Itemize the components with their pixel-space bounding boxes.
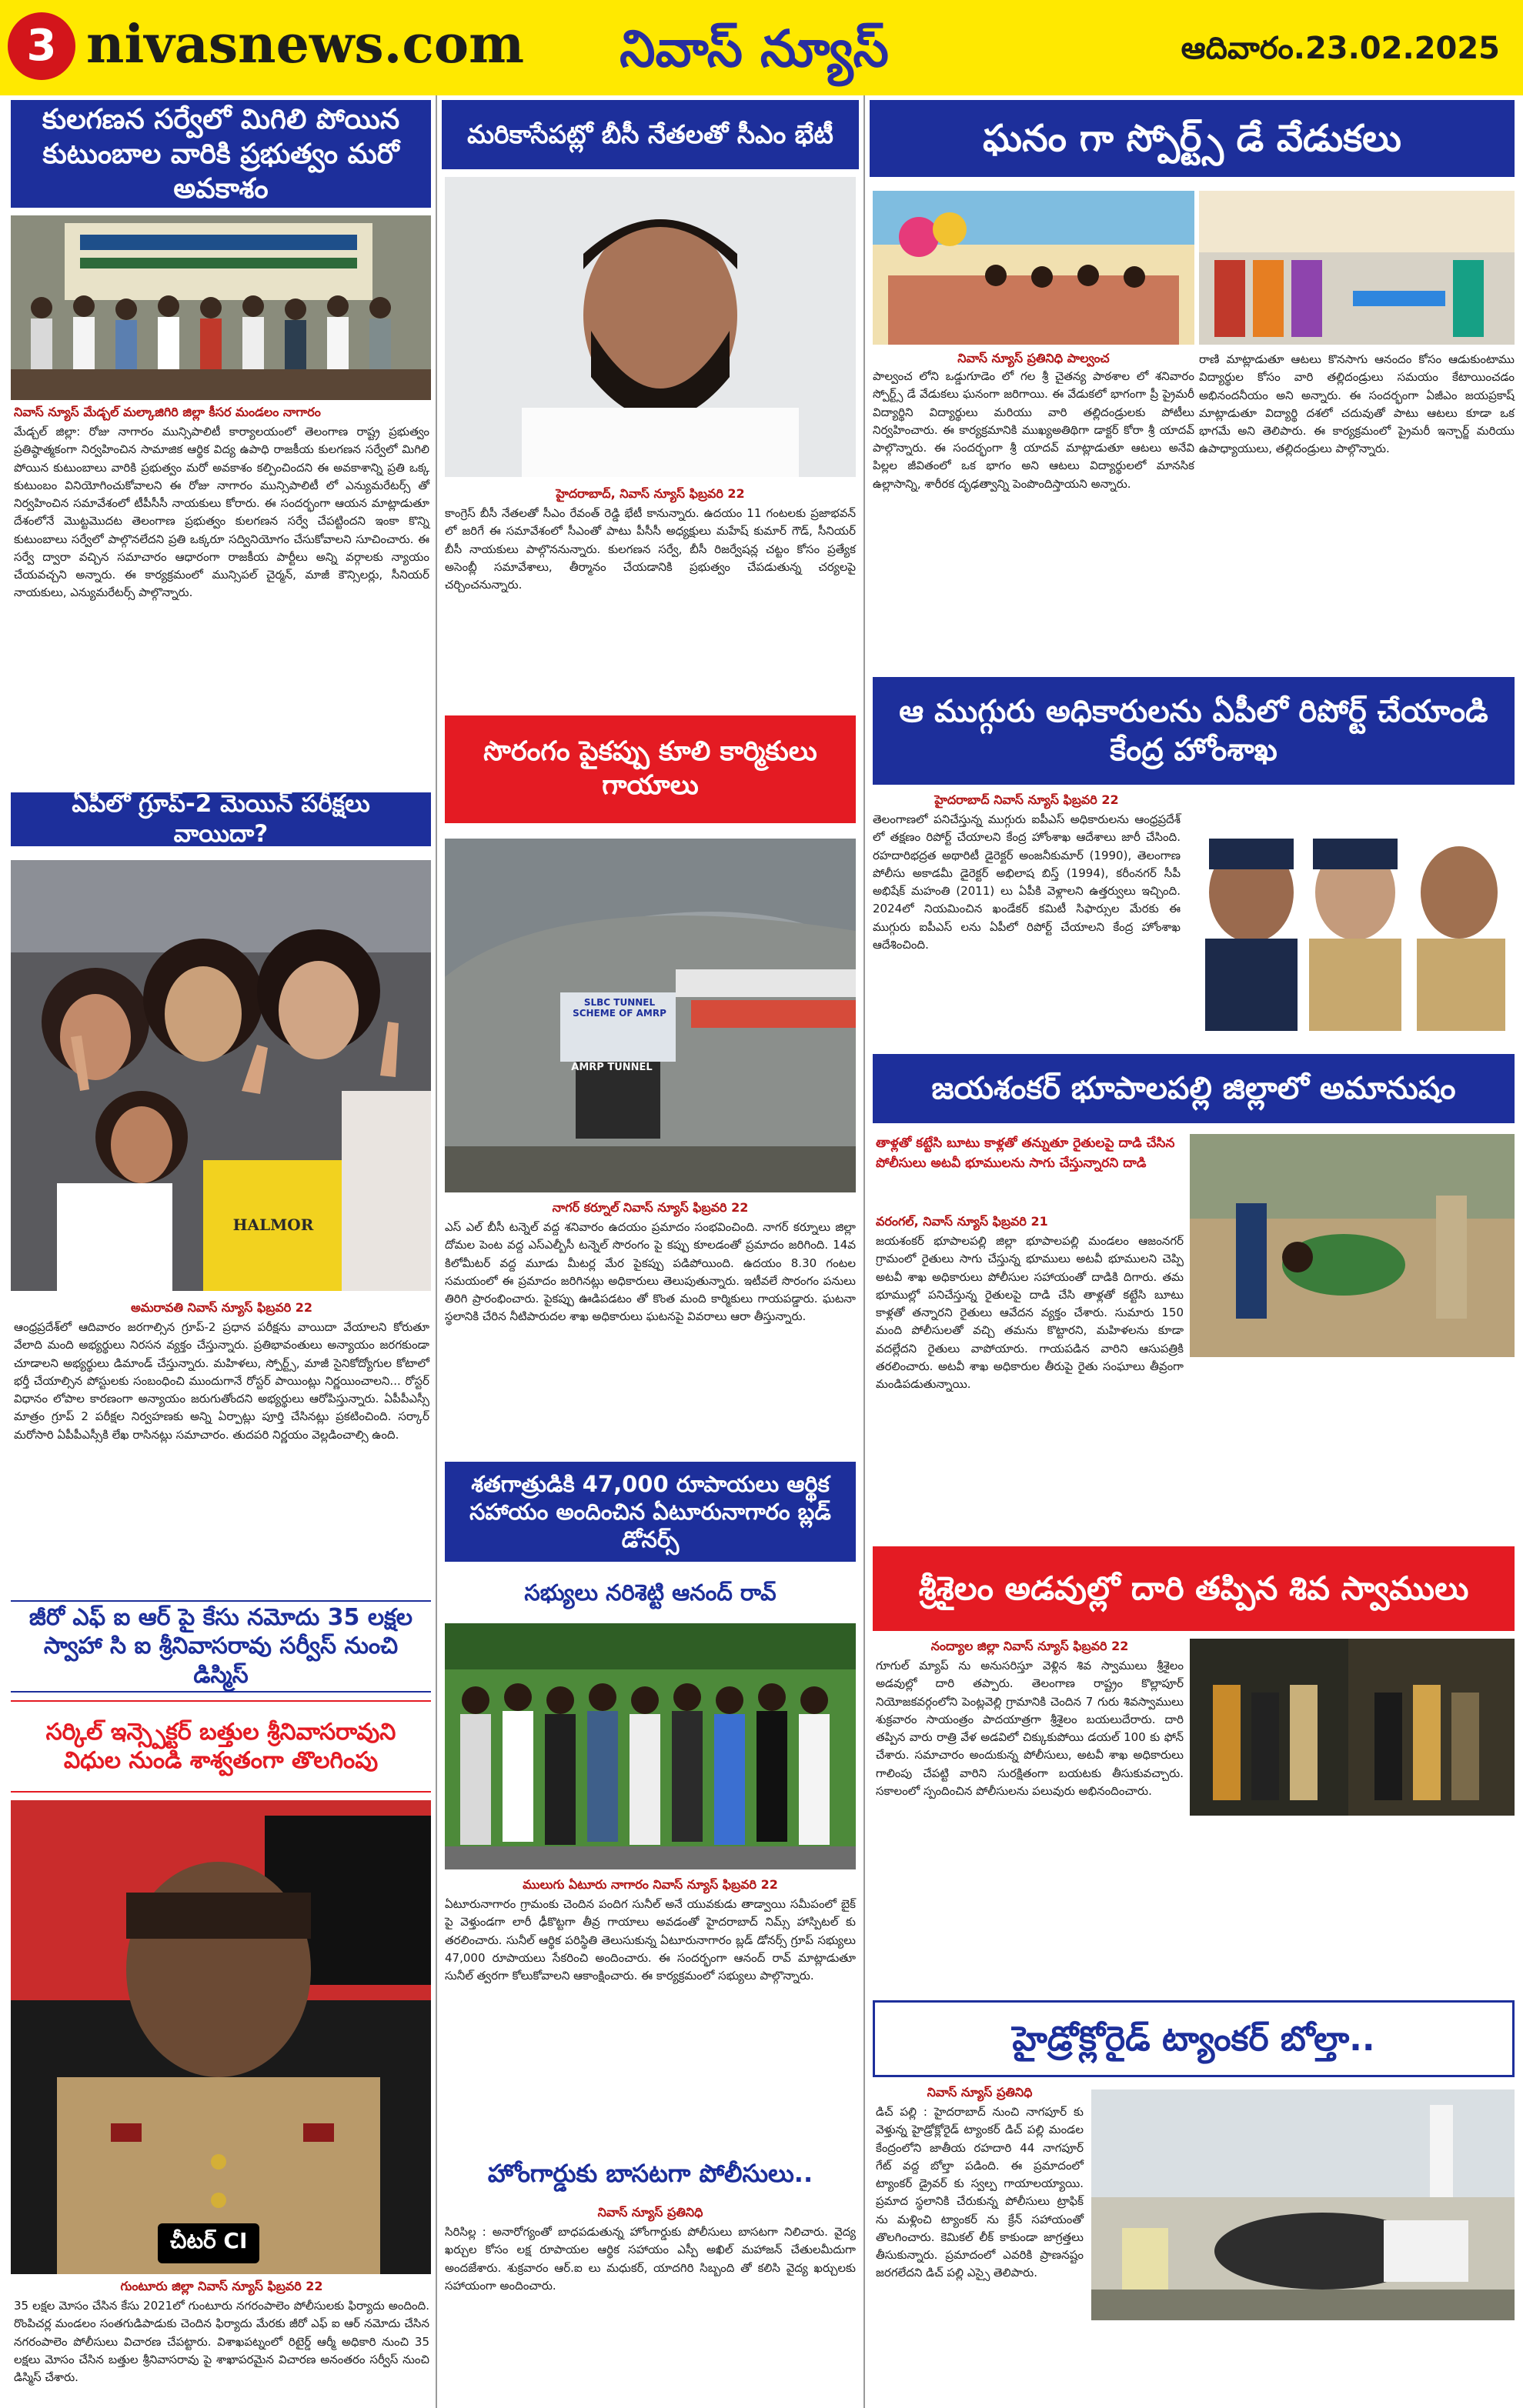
tunnel-label-text: AMRP TUNNEL — [571, 1062, 653, 1073]
site-url[interactable]: nivasnews.com — [86, 14, 525, 75]
headline-caste-survey: కులగణన సర్వేలో మిగిలి పోయిన కుటుంబాల వారికి ప్రభుత్వం మరో అవకాశం — [11, 100, 431, 208]
article-body-continued — [876, 1366, 1515, 1474]
photo-students-victory — [11, 860, 431, 1291]
headline-ips-officers-ap: ఆ ముగ్గురు అధికారులను ఏపీలో రిపోర్ట్ చేయాండి కేంద్ర హోంశాఖ — [873, 677, 1515, 785]
photo-blood-donors — [445, 1623, 856, 1869]
headline-tunnel-collapse: సొరంగం పైకప్పు కూలి కార్మికులు గాయాలు — [445, 715, 856, 823]
dateline: హైదరాబాద్ నివాస్ న్యూస్ ఫిబ్రవరి 22 — [934, 792, 1119, 807]
photo-survey-meeting — [11, 215, 431, 400]
dateline: నివాస్ న్యూస్ ప్రతినిధి పాల్వంచ — [957, 351, 1110, 365]
subheadline-member-name: సభ్యులు నరిశెట్టి ఆనంద్ రావ్ — [445, 1569, 856, 1616]
column-divider — [863, 95, 865, 2408]
photo-chief-minister — [445, 177, 856, 477]
dateline: హైదరాబాద్, నివాస్ న్యూస్ ఫిబ్రవరి 22 — [556, 486, 745, 501]
headline-ci-dismissed: జీరో ఎఫ్ ఐ ఆర్ పై కేసు నమోదు 35 లక్షల స్వాహా సి ఐ శ్రీనివాసరావు సర్వీస్ నుంచి డిస్మిస్ — [11, 1600, 431, 1693]
article-body: మేడ్చల్ జిల్లా: రోజు నాగారం మున్సిపాలిటీ కార్యాలయంలో తెలంగాణ రాష్ట్ర ప్రభుత్వం ప్రతిష్ఠాత్మకంగా నిర్వహించిన సామాజిక ఆర్థిక విద్య ఉపాధి రాజకీయ కులగణన సర్వేలో మిగిలి పోయిన కుటుంబాలు వారికి ప్రభుత్వం మరో అవకాశం కల్పించిందని ఈ అవకాశాన్ని ప్రతి ఒక్క కుటుంబం వినియోగించుకోవాలని ఈ రోజు నాగారం మున్సిపాలిటీ లో ఎన్యుమరేటర్స్ తో నిర్వహించిన సమావేశంలో టీపీసీసీ నాయకులు కోరారు. ఈ సందర్భంగా ఆయన మాట్లాడుతూ దేశంలోనే మొట్టమొదట తెలంగాణ ప్రభుత్వం కులగణన సర్వే చేపట్టిందని ఇంకా కొన్ని కుటుంబాలు సర్వేలో పాల్గొనలేదని ప్రతి ఒక్కరూ సద్వినియోగం చేసుకోవాలని సూచించారు. ఈ సర్వే ద్వారా వచ్చిన సమాచారం ఆధారంగా రాజకీయ పార్టీలు అన్ని వర్గాలకు న్యాయం చేయవచ్చని అన్నారు. ఈ కార్యక్రమంలో మున్సిపల్ చైర్మన్, మాజీ కౌన్సిలర్లు, సీనియర్ నాయకులు, ఎన్యుమరేటర్స్ పాల్గొన్నారు. — [14, 425, 429, 600]
article-body: గూగుల్ మ్యాప్ ను అనుసరిస్తూ వెళ్లిన శివ స్వాములు శ్రీశైలం అడవుల్లో దారి తప్పారు. తెలంగాణ రాష్ట్రం కొల్లాపూర్ నియోజకవర్గంలోని పెంట్లవెల్లి గ్రామానికి చెందిన 7 గురు శివస్వాములు శుక్రవారం సాయంత్రం పాదయాత్రగా శ్రీశైలం బయలుదేరారు. దారి తప్పిన వారు రాత్రి వేళ అడవిలో చిక్కుకుపోయి డయల్ 100 కు ఫోన్ చేశారు. సమాచారం అందుకున్న పోలీసులు, అటవీ శాఖ అధికారులు గాలింపు చేపట్టి వారిని సురక్షితంగా బయటకు తీసుకువచ్చారు. సకాలంలో స్పందించిన పోలీసులను పలువురు అభినందించారు. — [876, 1659, 1184, 1798]
masthead — [0, 0, 1523, 95]
headline-group2-exams: ఏపీలో గ్రూప్-2 మెయిన్ పరీక్షలు వాయిదా? — [11, 792, 431, 846]
photo-circle-inspector — [11, 1800, 431, 2274]
headline-homeguard-support: హోంగార్డుకు బాసటగా పోలీసులు.. — [445, 2146, 856, 2200]
headline-blood-donors-aid: శతగాత్రుడికి 47,000 రూపాయలు ఆర్థిక సహాయం అందించిన ఏటూరునాగారం బ్లడ్ డోనర్స్ — [445, 1462, 856, 1562]
article-body: రాణి మాట్లాడుతూ ఆటలు కొనసాగు ఆనందం కోసం ఆడుకుంటాము విద్యార్థుల కోసం వారి తల్లిదండ్రులు సమయం కేటాయించడం అభినందనీయం అని అన్నారు. ఈ సందర్భంగా ఏజీఎం జయప్రకాష్ మాట్లాడుతూ విద్యార్థి దశలో చదువుతో పాటు ఆటలు కూడా ఒక భాగమే అని తెలిపారు. ఈ కార్యక్రమంలో ప్రైమరీ ఇన్చార్జ్ మరియు ఉపాధ్యాయులు, తల్లిదండ్రులు పాల్గొన్నారు. — [1199, 352, 1515, 456]
shirt-print: HALMOR — [232, 1216, 314, 1234]
dateline: వరంగల్, నివాస్ న్యూస్ ఫిబ్రవరి 21 — [876, 1214, 1048, 1229]
paper-date: ఆదివారం.23.02.2025 — [1181, 31, 1500, 66]
headline-srisailam-devotees-lost: శ్రీశైలం అడవుల్లో దారి తప్పిన శివ స్వాములు — [873, 1546, 1515, 1631]
photo-tag: చీటర్ CI — [158, 2223, 259, 2263]
headline-cm-bc-meeting: మరికాసేపట్లో బీసీ నేతలతో సీఎం భేటీ — [442, 100, 859, 169]
column-divider — [436, 95, 437, 2408]
article-body: పాల్వంచ లోని ఒడ్డుగూడెం లో గల శ్రీ చైతన్య పాఠశాల లో శనివారం స్పోర్ట్స్ డే వేడుకలు ఘనంగా జరిగాయి. ఈ వేడుకలో భాగంగా ప్రీ ప్రైమరీ విద్యార్థిని విద్యార్థులు మరియు వారి తల్లిదండ్రులకు పోటీలు నిర్వహించారు. ఈ కార్యక్రమానికి ముఖ్యఅతిథిగా డాక్టర్ కోరా శ్రీ యాదవ్ పాల్గొన్నారు. ఈ సందర్భంగా శ్రీ యాదవ్ మాట్లాడుతూ ఆటలు అనేవి పిల్లల జీవితంలో ఒక భాగం అని ఆటలు విద్యార్థులలో మానసిక ఉల్లాసాన్ని, శారీరక దృఢత్వాన్ని పెంపొందిస్తాయని అన్నారు. — [873, 369, 1194, 491]
photo-farmers-attacked — [1190, 1134, 1515, 1357]
photo-sports-day-1 — [873, 191, 1194, 345]
dateline: గుంటూరు జిల్లా నివాస్ న్యూస్ ఫిబ్రవరి 22 — [120, 2279, 323, 2293]
dateline: ములుగు ఏటూరు నాగారం నివాస్ న్యూస్ ఫిబ్రవరి 22 — [523, 1877, 778, 1892]
article-body: ఎస్ ఎల్ బీసీ టన్నెల్ వద్ద శనివారం ఉదయం ప్రమాదం సంభవించింది. నాగర్ కర్నూలు జిల్లా దోమల పెంట వద్ద ఎస్ఎల్బీసీ టన్నెల్ సొరంగం పై కప్పు కూలడంతో ప్రమాదం జరిగింది. 14వ కిలోమీటర్ వద్ద మూడు మీటర్ల మేర పైకప్పు పడిపోయింది. ఉదయం 8.30 గంటల సమయంలో ఈ ప్రమాదం జరిగినట్లు అధికారులు తెలుపుతున్నారు. ఇటీవలే సొరంగం పనులు తిరిగి ప్రారంభించారు. పైకప్పు ఊడిపడటం తో కొంత మంది కార్మికులు గాయపడ్డారు. ఘటనా స్థలానికి చేరిన నీటిపారుదల శాఖ అధికారులు ఘటనపై వివరాలు ఆరా తీస్తున్నారు. — [445, 1220, 856, 1324]
dateline: నివాస్ న్యూస్ మేడ్చల్ మల్కాజిగిరి జిల్లా కీసర మండలం నాగారం — [14, 405, 321, 419]
photo-ips-officers — [1190, 808, 1515, 1031]
dateline: నివాస్ న్యూస్ ప్రతినిధి — [597, 2205, 703, 2220]
article-body: జయశంకర్ భూపాలపల్లి జిల్లా భూపాలపల్లి మండలం ఆజంనగర్ గ్రామంలో రైతులు సాగు చేస్తున్న భూములు అటవీ భూములని చెప్పి అటవీ శాఖ అధికారులు పోలీసుల సహాయంతో దాడికి దిగారు. తమ భూముల్లో పనిచేస్తున్న రైతులపై దాడి చేసి తాళ్లతో కట్టేసి బూటు కాళ్లతో తన్నారని రైతులు ఆవేదన వ్యక్తం చేశారు. సుమారు 150 మంది పోలీసులతో వచ్చి తమను కొట్టారని, మహిళలను కూడా వదల్లేదని రైతులు వాపోయారు. గాయపడిన వారిని ఆసుపత్రికి తరలించారు. అటవీ శాఖ అధికారుల తీరుపై రైతు సంఘాలు తీవ్రంగా మండిపడుతున్నాయి. — [876, 1234, 1184, 1391]
article-body: ఆంధ్రప్రదేశ్‌లో ఆదివారం జరగాల్సిన గ్రూప్-2 ప్రధాన పరీక్షను వాయిదా వేయాలని కోరుతూ వేలాది మంది అభ్యర్థులు నిరసన వ్యక్తం చేస్తున్నారు. ప్రతిభావంతులు అన్యాయం జరగకుండా చూడాలని అభ్యర్థులు డిమాండ్ చేస్తున్నారు. మహిళలు, స్పోర్ట్స్, మాజీ సైనికోద్యోగుల కోటాలో భర్తీ చేయాల్సిన పోస్టులకు సంబంధించి ముందుగానే రోస్టర్ పాయింట్లు నిర్ణయించాలని... రోస్టర్ విధానం లోపాల కారణంగా అన్యాయం జరుగుతోందని అభ్యర్థులు ఆరోపిస్తున్నారు. ఏపీపీఎస్సీ మాత్రం గ్రూప్ 2 పరీక్షల నిర్వహణకు అన్ని ఏర్పాట్లు పూర్తి చేసినట్లు ప్రకటించింది. సర్కార్ మరోసారి ఏపీపీఎస్సీకి లేఖ రాసినట్లు సమాచారం. తుదపరి నిర్ణయం వెల్లడించాల్సి ఉంది. — [14, 1320, 429, 1442]
headline-tanker-overturn: హైడ్రోక్లోరైడ్ ట్యాంకర్ బోల్తా.. — [873, 2000, 1515, 2077]
dateline: నివాస్ న్యూస్ ప్రతినిధి — [927, 2085, 1033, 2099]
subheadline-ci-removed: సర్కిల్ ఇన్స్పెక్టర్ బత్తుల శ్రీనివాసరావుని విధుల నుండి శాశ్వతంగా తొలగింపు — [11, 1700, 431, 1793]
photo-sports-day-2 — [1199, 191, 1515, 345]
article-body: డిచ్ పల్లి : హైదరాబాద్ నుంచి నాగపూర్ కు వెళ్తున్న హైడ్రోక్లోరైడ్ ట్యాంకర్ డిచ్ పల్లి మండల కేంద్రంలోని జాతీయ రహదారి 44 నాగపూర్ గేట్ వద్ద బోల్తా పడింది. ఈ ప్రమాదంలో ట్యాంకర్ డ్రైవర్ కు స్వల్ప గాయాలయ్యాయి. ప్రమాద స్థలానికి చేరుకున్న పోలీసులు ట్రాఫిక్ ను మళ్లించి ట్యాంకర్ ను క్రేన్ సహాయంతో తొలగించారు. కెమికల్ లీక్ కాకుండా జాగ్రత్తలు తీసుకున్నారు. ప్రమాదంలో ఎవరికి ప్రాణనష్టం జరగలేదని డిచ్ పల్లి ఎస్సై తెలిపారు. — [876, 2105, 1084, 2280]
dateline: నంద్యాల జిల్లా నివాస్ న్యూస్ ఫిబ్రవరి 22 — [930, 1639, 1129, 1653]
headline-jayashankar-atrocity: జయశంకర్ భూపాలపల్లి జిల్లాలో అమానుషం — [873, 1054, 1515, 1123]
article-body: 35 లక్షల మోసం చేసిన కేసు 2021లో గుంటూరు నగరంపాలెం పోలీసులకు ఫిర్యాదు అందింది. రొంపిచర్ల మండలం సంతగుడిపాడుకు చెందిన ఫిర్యాదు మేరకు జీరో ఎఫ్ ఐ ఆర్ నమోదు చేసిన నగరంపాలెం పోలీసులు విచారణ చేపట్టారు. విశాఖపట్నంలో రిటైర్డ్ ఆర్మీ అధికారి నుంచి 35 లక్షలు మోసం చేసిన బత్తుల శ్రీనివాసరావు పై శాఖాపరమైన విచారణ అనంతరం సర్వీస్ నుంచి డిస్మిస్ చేశారు. — [14, 2299, 429, 2384]
article-body: తెలంగాణలో పనిచేస్తున్న ముగ్గురు ఐపీఎస్ అధికారులను ఆంధ్రప్రదేశ్ లో తక్షణం రిపోర్ట్ చేయాలని కేంద్ర హోంశాఖ ఆదేశాలు జారీ చేసింది. రహదారిభద్రత అథారిటీ డైరెక్టర్ అంజనీకుమార్ (1990), తెలంగాణ పోలీసు అకాడమీ డైరెక్టర్ అభిలాష బిస్త్ (1994), కరీంనగర్ సీపీ అభిషేక్ మహంతి (2011) లు ఏపీకి వెళ్లాలని ఉత్తర్వులు ఇచ్చింది. 2024లో నియమించిన ఖండేకర్ కమిటీ సిఫార్సుల మేరకు ఈ ముగ్గురు ఐపీఎస్ లను ఏపీలో రిపోర్ట్ చేయాలని కేంద్ర హోంశాఖ ఆదేశించింది. — [873, 812, 1181, 952]
article-body: కాంగ్రెస్ బీసీ నేతలతో సీఎం రేవంత్ రెడ్డి భేటీ కానున్నారు. ఉదయం 11 గంటలకు ప్రజాభవన్ లో జరిగే ఈ సమావేశంలో సీఎంతో పాటు పీసీసీ అధ్యక్షులు మహేష్ కుమార్ గౌడ్, సీనియర్ బీసీ నాయకులు పాల్గొననున్నారు. కులగణన సర్వే, బీసీ రిజర్వేషన్ల చట్టం కోసం ప్రత్యేక అసెంబ్లీ సమావేశాలు, తీర్మానం చేయడానికి ప్రభుత్వం చేపడుతున్న చర్యలపై చర్చించనున్నారు. — [445, 506, 856, 592]
headline-sports-day: ఘనం గా స్పోర్ట్స్ డే వేడుకలు — [870, 100, 1515, 177]
tunnel-sign-text: SLBC TUNNEL SCHEME OF AMRP — [573, 997, 666, 1019]
dateline: నాగర్ కర్నూల్ నివాస్ న్యూస్ ఫిబ్రవరి 22 — [552, 1200, 749, 1215]
subheadline-farmers-attacked: తాళ్లతో కట్టేసి బూటు కాళ్లతో తన్నుతూ రైతులపై దాడి చేసిన పోలీసులు అటవీ భూములను సాగు చేస్తున్నారని దాడి — [876, 1136, 1175, 1171]
dateline: అమరావతి నివాస్ న్యూస్ ఫిబ్రవరి 22 — [130, 1300, 313, 1315]
photo-tanker-accident — [1091, 2089, 1515, 2320]
paper-name: నివాస్ న్యూస్ — [620, 19, 889, 78]
page-number-badge: 3 — [8, 12, 75, 80]
article-body: ఏటూరునాగారం గ్రామంకు చెందిన పందిగ సునీల్ అనే యువకుడు తాడ్వాయి సమీపంలో బైక్ పై వెళ్తుండగా లారీ ఢీకొట్టగా తీవ్ర గాయాలు అవడంతో హైదరాబాద్ నిమ్స్ హాస్పిటల్ కు తరలించారు. సునీల్ ఆర్థిక పరిస్థితి తెలుసుకున్న ఏటూరునాగారం బ్లడ్ డోనర్స్ గ్రూప్ సభ్యులు 47,000 రూపాయలు సేకరించి అందించారు. ఈ సందర్భంగా ఆనంద్ రావ్ మాట్లాడుతూ సునీల్ త్వరగా కోలుకోవాలని ఆకాంక్షించారు. ఈ కార్యక్రమంలో సభ్యులు పాల్గొన్నారు. — [445, 1897, 856, 1983]
photo-forest-rescue — [1190, 1639, 1515, 1816]
article-body: సిరిసిల్ల : అనారోగ్యంతో బాధపడుతున్న హోంగార్డుకు పోలీసులు బాసటగా నిలిచారు. వైద్య ఖర్చుల కోసం లక్ష రూపాయల ఆర్థిక సహాయం ఎస్పీ అఖిల్ మహాజన్ చేతులమీదుగా అందజేశారు. శుక్రవారం ఆర్.ఐ లు మధుకర్, యాదగిరి సిబ్బంది తో కలిసి వైద్య ఖర్చులకు సహాయంగా అందించారు. — [445, 2225, 856, 2293]
